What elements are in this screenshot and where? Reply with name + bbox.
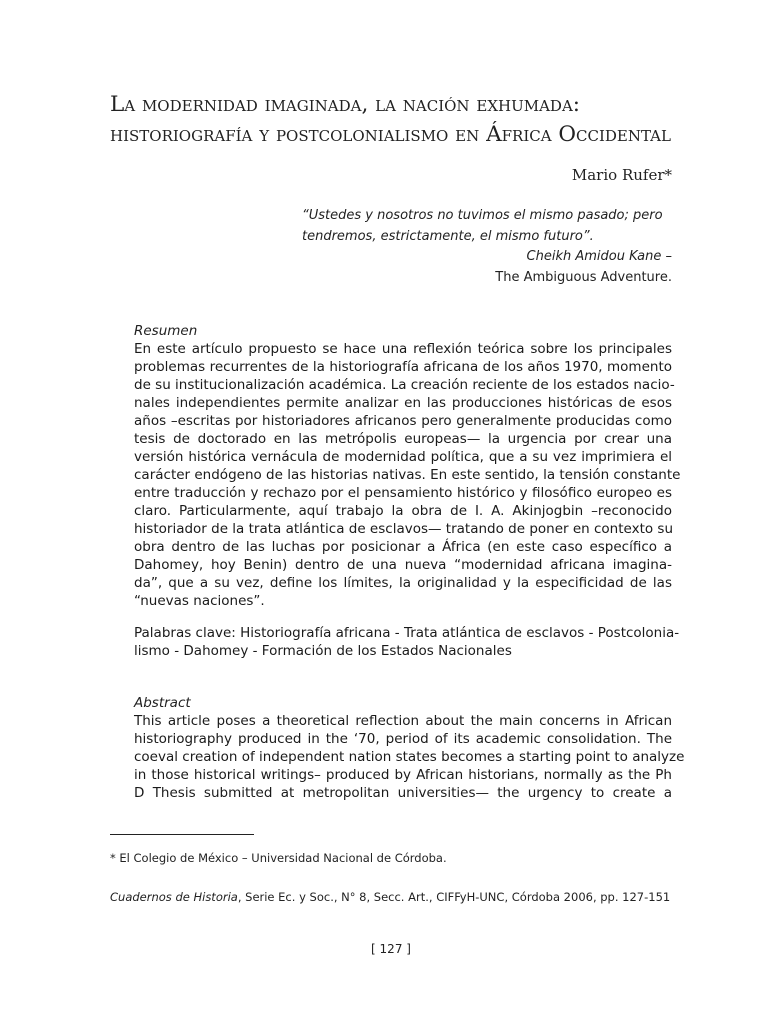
epigraph-quote-line-1: “Ustedes y nosotros no tuvimos el mismo pasado; pero	[302, 208, 663, 223]
resumen-line: problemas recurrentes de la historiografía africana de los años 1970, momento	[134, 359, 672, 375]
abstract-line: This article poses a theoretical reflection about the main concerns in African	[134, 713, 672, 729]
article-title	[110, 90, 672, 150]
author-affiliation-footnote: * El Colegio de México – Universidad Nacional de Córdoba.	[110, 851, 447, 865]
resumen-line: da”, que a su vez, define los límites, la originalidad y la especificidad de las	[134, 575, 672, 591]
epigraph-source-name: Cheikh Amidou Kane –	[526, 249, 672, 264]
resumen-line: Dahomey, hoy Benin) dentro de una nueva “modernidad africana imagina-	[134, 557, 672, 573]
footnote-divider	[110, 834, 254, 835]
resumen-paragraph	[134, 340, 681, 610]
journal-citation	[110, 889, 672, 905]
resumen-line: obra dentro de las luchas por posicionar a África (en este caso específico a	[134, 539, 672, 555]
epigraph-source-work: The Ambiguous Adventure.	[495, 269, 672, 285]
resumen-line: “nuevas naciones”.	[134, 593, 265, 609]
title-line-2: historiografía y postcolonialismo en África Occidental	[110, 122, 671, 147]
abstract-line: coeval creation of independent nation states becomes a starting point to analyze	[134, 749, 685, 765]
abstract-paragraph	[134, 712, 685, 802]
keywords-line: Palabras clave: Historiografía africana - Trata atlántica de esclavos - Postcolonia-	[134, 625, 680, 641]
resumen-line: versión histórica vernácula de modernidad política, que a su vez imprimiera el	[134, 449, 672, 465]
resumen-line: años –escritas por historiadores africanos pero generalmente producidas como	[134, 413, 672, 429]
keywords-line: lismo - Dahomey - Formación de los Estados Nacionales	[134, 643, 512, 659]
epigraph	[302, 206, 672, 288]
resumen-line: historiador de la trata atlántica de esclavos— tratando de poner en contexto su	[134, 521, 674, 537]
resumen-line: tesis de doctorado en las metrópolis europeas— la urgencia por crear una	[134, 431, 672, 447]
journal-name: Cuadernos de Historia	[110, 890, 238, 904]
resumen-line: entre traducción y rechazo por el pensamiento histórico y filosófico europeo es	[134, 485, 672, 501]
resumen-line: claro. Particularmente, aquí trabajo la obra de I. A. Akinjogbin –reconocido	[134, 503, 672, 519]
title-line-1: La modernidad imaginada, la nación exhumada:	[110, 92, 581, 117]
resumen-line: carácter endógeno de las historias nativas. En este sentido, la tensión constante	[134, 467, 681, 483]
resumen-line: nales independientes permite analizar en las producciones históricas de esos	[134, 395, 672, 411]
resumen-line: de su institucionalización académica. La creación reciente de los estados nacio-	[134, 377, 675, 393]
citation-details: , Serie Ec. y Soc., N° 8, Secc. Art., CIFFyH-UNC, Córdoba 2006, pp. 127-151	[237, 890, 671, 904]
resumen-line: En este artículo propuesto se hace una reflexión teórica sobre los principales	[134, 341, 672, 357]
abstract-line: in those historical writings– produced by African historians, normally as the Ph	[134, 767, 672, 783]
author-name: Mario Rufer*	[571, 166, 672, 184]
page-number: [ 127 ]	[371, 942, 411, 956]
keywords-paragraph	[134, 624, 680, 660]
abstract-line: D Thesis submitted at metropolitan universities— the urgency to create a	[134, 785, 672, 801]
article-page	[110, 0, 685, 1024]
abstract-line: historiography produced in the ‘70, period of its academic consolidation. The	[134, 731, 672, 747]
abstract-heading: Abstract	[134, 695, 191, 711]
resumen-heading: Resumen	[134, 323, 198, 339]
epigraph-quote-line-2: tendremos, estrictamente, el mismo futuro”.	[302, 228, 594, 244]
